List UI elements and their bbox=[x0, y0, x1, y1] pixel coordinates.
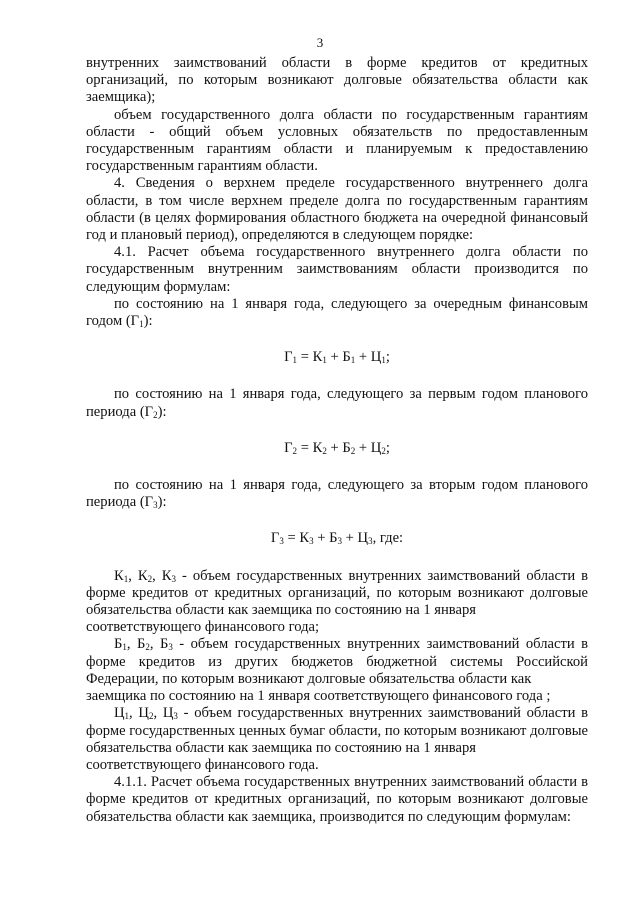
page-number: 3 bbox=[316, 35, 324, 50]
paragraph-borrowings-tail: внутренних заимствований области в форме кредитов от кредитных организаций, по которым возникают долговые обязательства области как заемщика); bbox=[86, 55, 588, 106]
paragraph-section-4-1: 4.1. Расчет объема государственного внутреннего долга области по государственным внутренним заимствованиям области производится по следующим формулам: bbox=[86, 244, 588, 295]
paragraph-section-4: 4. Сведения о верхнем пределе государственного внутреннего долга области, в том числе верхнем пределе долга по государственным гарантиям области (в целях формирования областного бюджета на очередной финансовый год и плановый период), определяются в следующем порядке: bbox=[86, 175, 588, 244]
definition-c-tail: соответствующего финансового года. bbox=[86, 756, 319, 773]
formula-g3: $Г_3 = К_3 + Б_3 + Ц_3$, где: bbox=[270, 530, 404, 547]
paragraph-state-1: по состоянию на 1 января года, следующего за очередным финансовым годом $(Г_1)$: bbox=[86, 295, 588, 330]
paragraph-guarantee-debt: объем государственного долга области по государственным гарантиям области - общий объем условных обязательств по предоставленным государственным гарантиям области и планируемым к предоставлению государственным гарантиям области. bbox=[86, 106, 588, 175]
definition-b: $Б_1$, $Б_2$, $Б_3$ - объем государственных внутренних заимствований области в форме кредитов из других бюджетов бюджетной системы Российской Федерации, по которым возникают долговые обязательства области как bbox=[86, 636, 588, 687]
paragraph-state-3: по состоянию на 1 января года, следующего за вторым годом планового периода $(Г_3)$: bbox=[86, 477, 588, 511]
formula-g1: $Г_1 = К_1 + Б_1 + Ц_1$; bbox=[284, 349, 390, 366]
definition-k: $К_1$, $К_2$, $К_3$ - объем государственных внутренних заимствований области в форме кредитов от кредитных организаций, по которым возникают долговые обязательства области как заемщика по состоянию на 1 января bbox=[86, 567, 589, 619]
paragraph-section-4-1-1: 4.1.1. Расчет объема государственных внутренних заимствований области в форме кредитов от кредитных организаций, по которым возникают долговые обязательства области как заемщика, производится по следующим формулам: bbox=[86, 774, 588, 825]
paragraph-state-2: по состоянию на 1 января года, следующего за первым годом планового периода $(Г_2)$: bbox=[86, 386, 588, 420]
formula-g2: $Г_2 = К_2 + Б_2 + Ц_2$; bbox=[284, 439, 390, 456]
definition-b-tail: заемщика по состоянию на 1 января соответствующего финансового года ; bbox=[86, 688, 551, 705]
document-body bbox=[86, 55, 588, 826]
definition-k-tail: соответствующего финансового года; bbox=[86, 619, 320, 636]
definition-c: $Ц_1$, $Ц_2$, $Ц_3$ - объем государственных внутренних заимствований области в форме государственных ценных бумаг области, по которым возникают долговые обязательства области как заемщика по состоянию на 1 января bbox=[86, 705, 588, 756]
